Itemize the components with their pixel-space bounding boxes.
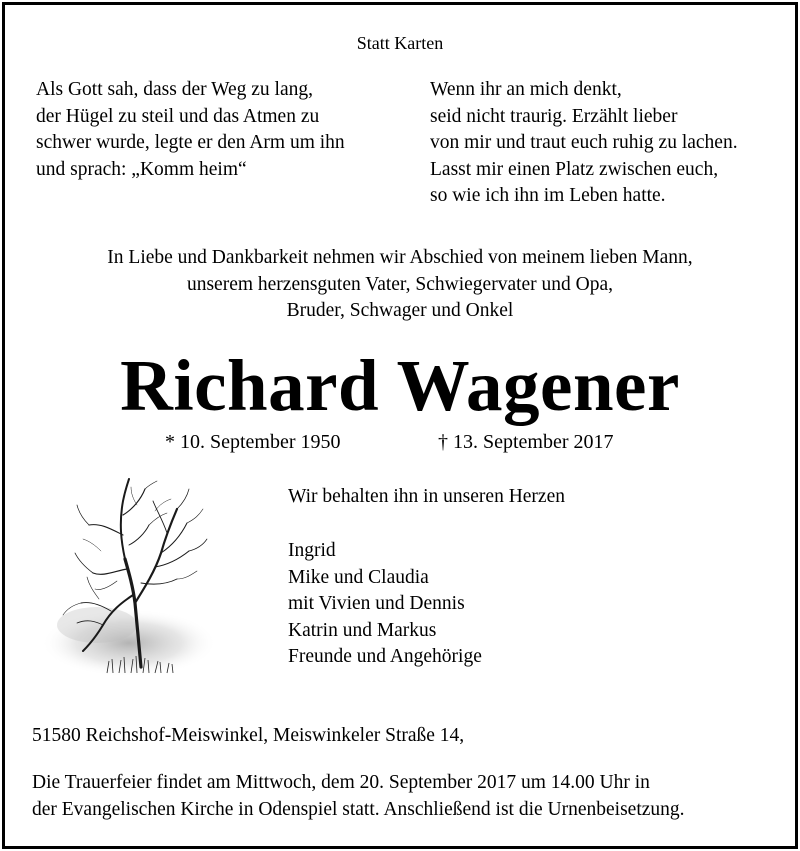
- intro-line: Bruder, Schwager und Onkel: [286, 300, 514, 321]
- poem-left-line: Als Gott sah, dass der Weg zu lang,: [36, 79, 313, 100]
- poem-right: [430, 77, 738, 210]
- poem-right-line: seid nicht traurig. Erzählt lieber: [430, 105, 678, 127]
- poem-left-line: schwer wurde, legte er den Arm um ihn: [36, 132, 345, 153]
- mourner-name: Freunde und Angehörige: [288, 646, 482, 667]
- intro-line: In Liebe und Dankbarkeit nehmen wir Abschied von meinem lieben Mann,: [107, 247, 693, 268]
- service-line: der Evangelischen Kirche in Odenspiel statt. Anschließend ist die Urnenbeisetzung.: [32, 798, 685, 820]
- bare-tree-icon: [37, 475, 217, 685]
- intro-line: unserem herzensguten Vater, Schwiegervater und Opa,: [186, 273, 614, 295]
- mourners-list: [288, 538, 482, 671]
- address: 51580 Reichshof-Meiswinkel, Meiswinkeler Straße 14,: [32, 725, 465, 746]
- mourner-name: Ingrid: [288, 540, 336, 561]
- remembrance-line: Wir behalten ihn in unseren Herzen: [288, 486, 565, 507]
- service-line: Die Trauerfeier findet am Mittwoch, dem 20. September 2017 um 14.00 Uhr in: [32, 772, 650, 793]
- poem-right-line: so wie ich ihn im Leben hatte.: [430, 185, 666, 206]
- mourner-name: Mike und Claudia: [288, 566, 429, 588]
- obituary-notice: [2, 2, 798, 849]
- death-date: † 13. September 2017: [438, 431, 614, 453]
- service-info: [32, 770, 685, 823]
- birth-date: * 10. September 1950: [165, 431, 341, 453]
- mourner-name: Katrin und Markus: [288, 619, 437, 641]
- poem-right-line: Lasst mir einen Platz zwischen euch,: [430, 158, 719, 180]
- poem-left-line: der Hügel zu steil und das Atmen zu: [36, 105, 320, 127]
- poem-right-line: Wenn ihr an mich denkt,: [430, 79, 622, 100]
- poem-left: [36, 77, 345, 183]
- poem-left-line: und sprach: „Komm heim“: [36, 158, 247, 180]
- intro-text: [5, 245, 795, 325]
- mourner-name: mit Vivien und Dennis: [288, 593, 465, 614]
- deceased-name: Richard Wagener: [120, 345, 680, 426]
- header-label: Statt Karten: [356, 33, 444, 53]
- poem-right-line: von mir und traut euch ruhig zu lachen.: [430, 132, 738, 153]
